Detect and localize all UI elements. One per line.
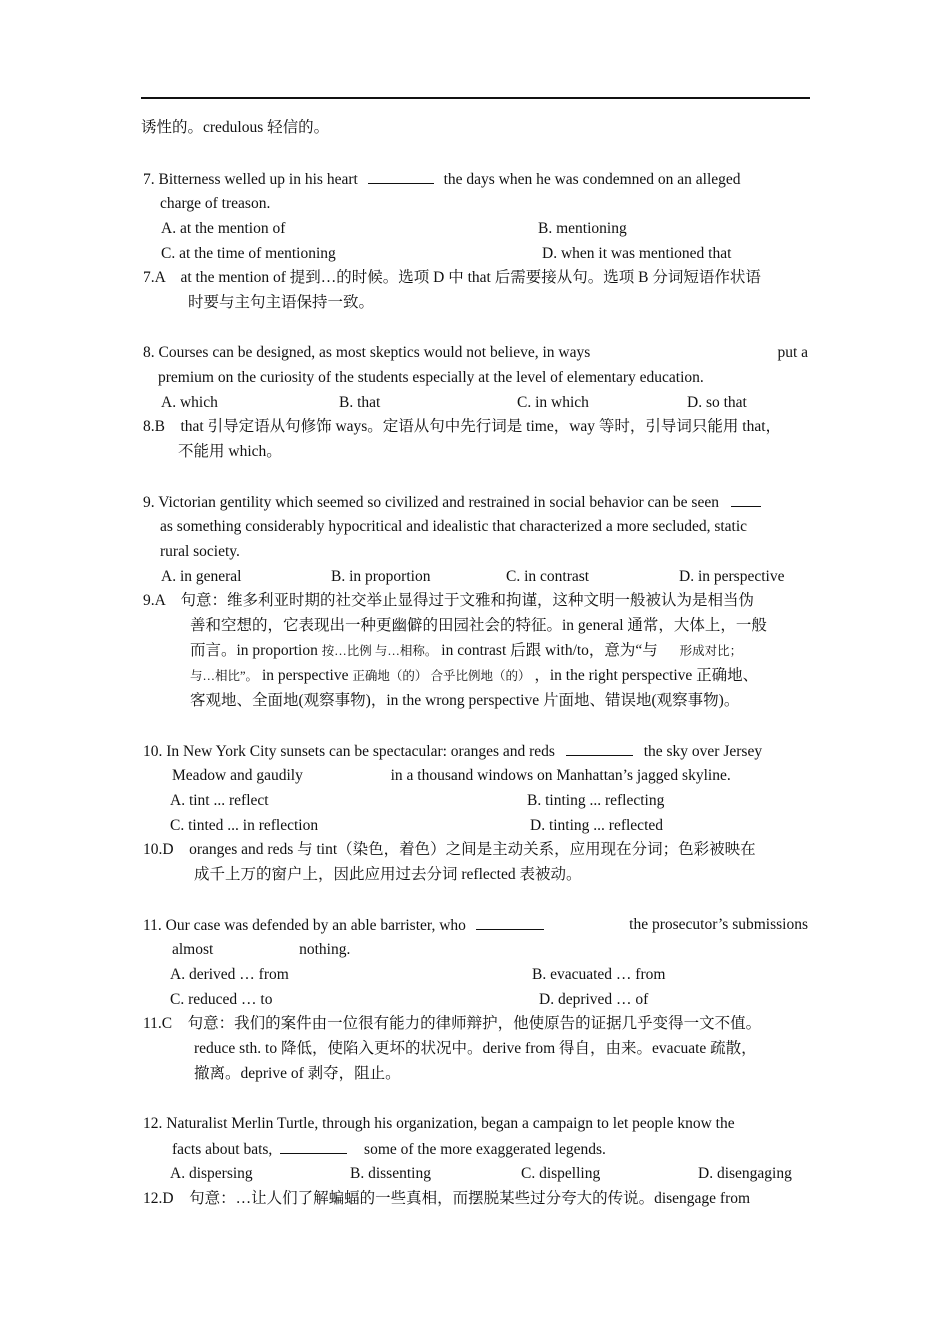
option-a: A. in general — [161, 568, 242, 585]
header-rule — [141, 97, 810, 99]
answer-explanation: 撤离。deprive of 剥夺，阻止。 — [194, 1065, 401, 1082]
answer-explanation: 时要与主句主语保持一致。 — [188, 294, 375, 311]
option-d: D. disengaging — [698, 1165, 792, 1182]
question-stem: 7. Bitterness welled up in his heart the days when he was condemned on an alleged — [143, 171, 741, 188]
option-d: D. deprived … of — [539, 991, 649, 1008]
option-a: A. which — [161, 394, 218, 411]
answer-blank — [731, 492, 761, 507]
option-c: C. at the time of mentioning — [161, 245, 336, 262]
option-a: A. tint ... reflect — [170, 792, 269, 809]
option-a: A. dispersing — [170, 1165, 253, 1182]
option-d: D. when it was mentioned that — [542, 245, 732, 262]
option-c: C. in which — [517, 394, 589, 411]
answer-explanation: 善和空想的，它表现出一种更幽僻的田园社会的特征。in general 通常，大体上，一般 — [190, 617, 767, 634]
question-stem: 9. Victorian gentility which seemed so civilized and restrained in social behavior can be seen — [143, 492, 761, 513]
answer-explanation: 成千上万的窗户上，因此应用过去分词 reflected 表被动。 — [194, 866, 582, 883]
option-b: B. tinting ... reflecting — [527, 792, 665, 809]
question-stem: 8. Courses can be designed, as most skeptics would not believe, in ways put a — [143, 344, 808, 361]
answer-explanation: 与…相比”。 in perspective 正确地（的） 合乎比例地（的） ，in the right perspective 正确地、 — [190, 667, 759, 684]
answer-blank — [476, 915, 544, 930]
answer-explanation: 11.C 句意：我们的案件由一位很有能力的律师辩护，他使原告的证据几乎变得一文不值。 — [143, 1015, 762, 1032]
answer-explanation: 9.A 句意：维多利亚时期的社交举止显得过于文雅和拘谨，这种文明一般被认为是相当伪 — [143, 592, 754, 609]
option-d: D. in perspective — [679, 568, 785, 585]
answer-blank — [368, 169, 434, 184]
question-stem: almost nothing. — [172, 941, 351, 958]
option-c: C. dispelling — [521, 1165, 601, 1182]
option-a: A. derived … from — [170, 966, 289, 983]
answer-explanation: 不能用 which。 — [178, 443, 282, 460]
answer-explanation: 客观地、全面地(观察事物)，in the wrong perspective 片面地、错误地(观察事物)。 — [190, 692, 740, 709]
option-b: B. that — [339, 394, 381, 411]
answer-explanation: reduce sth. to 降低，使陷入更坏的状况中。derive from 得自，由来。evacuate 疏散， — [194, 1040, 757, 1057]
question-stem: Meadow and gaudily in a thousand windows on Manhattan’s jagged skyline. — [172, 767, 731, 784]
answer-blank — [280, 1139, 347, 1154]
option-a: A. at the mention of — [161, 220, 286, 237]
answer-explanation: 7.A at the mention of 提到…的时候。选项 D 中 that 后需要接从句。选项 B 分词短语作状语 — [143, 269, 761, 286]
question-stem: premium on the curiosity of the students especially at the level of elementary education. — [158, 369, 704, 386]
question-stem: as something considerably hypocritical and idealistic that characterized a more secluded, static — [160, 518, 748, 535]
question-stem: 11. Our case was defended by an able barrister, who the prosecutor’s submissions — [143, 916, 808, 934]
answer-explanation: 8.B that 引导定语从句修饰 ways。定语从句中先行词是 time，way 等时，引导词只能用 that， — [143, 418, 782, 435]
option-c: C. in contrast — [506, 568, 590, 585]
question-stem: rural society. — [160, 543, 240, 560]
answer-blank — [566, 741, 633, 756]
question-stem: facts about bats, some of the more exaggerated legends. — [172, 1141, 606, 1158]
option-b: B. in proportion — [331, 568, 431, 585]
option-b: B. evacuated … from — [532, 966, 666, 983]
continued-text: 诱性的。credulous 轻信的。 — [141, 119, 330, 136]
option-c: C. tinted ... in reflection — [170, 817, 319, 834]
option-b: B. dissenting — [350, 1165, 431, 1182]
option-c: C. reduced … to — [170, 991, 273, 1008]
option-b: B. mentioning — [538, 220, 627, 237]
question-stem: 12. Naturalist Merlin Turtle, through his organization, began a campaign to let people know the — [143, 1115, 735, 1132]
option-d: D. so that — [687, 394, 747, 411]
answer-explanation: 10.D oranges and reds 与 tint（染色，着色）之间是主动关系，应用现在分词；色彩被映在 — [143, 841, 756, 858]
question-stem: 10. In New York City sunsets can be spectacular: oranges and reds the sky over Jersey — [143, 743, 763, 760]
answer-explanation: 12.D 句意：…让人们了解蝙蝠的一些真相，而摆脱某些过分夸大的传说。disengage from — [143, 1190, 751, 1207]
question-stem: charge of treason. — [160, 195, 271, 212]
option-d: D. tinting ... reflected — [530, 817, 663, 834]
answer-explanation: 而言。in proportion 按…比例 与…相称。 in contrast 后跟 with/to，意为“与 形成对比； — [190, 642, 743, 659]
